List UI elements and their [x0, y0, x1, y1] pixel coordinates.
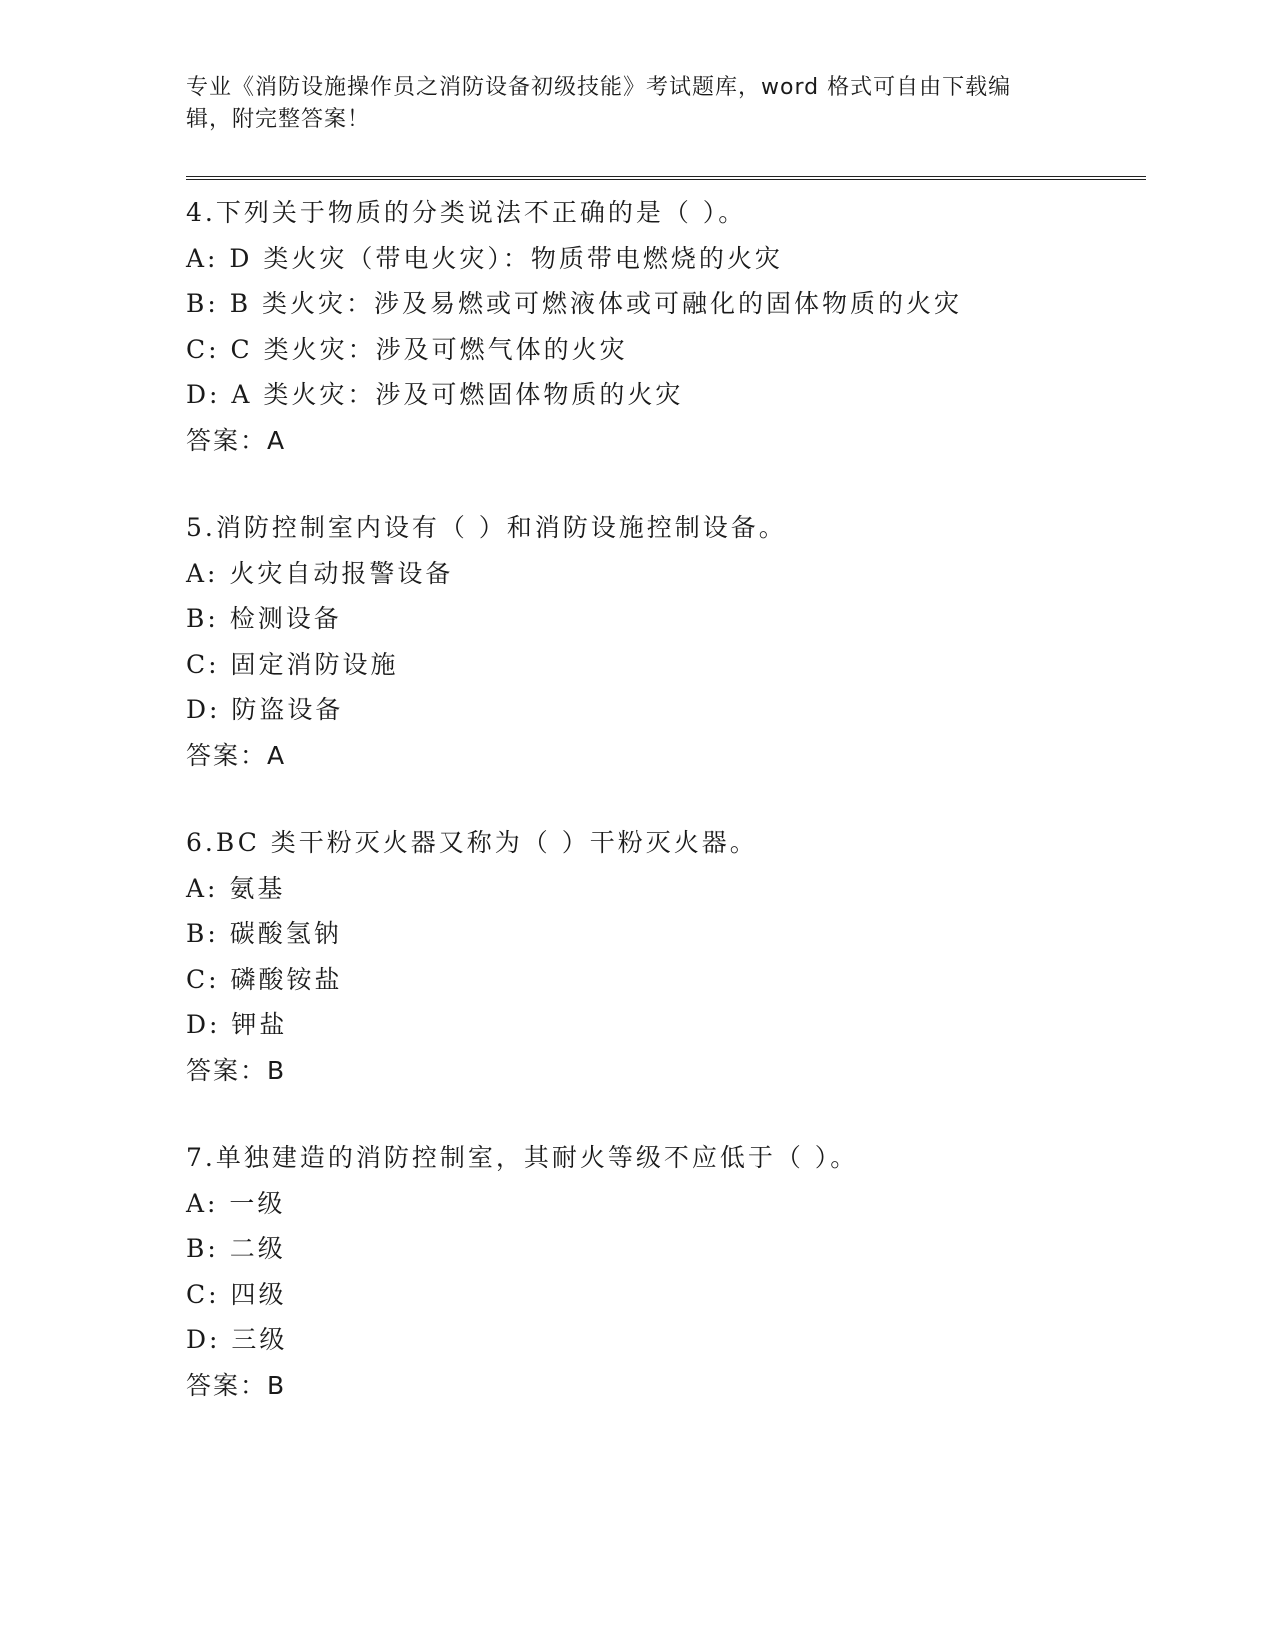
question-list: [186, 190, 1146, 1450]
answer-line: 答案：B: [186, 1370, 287, 1400]
option-d: D: 防盗设备: [186, 695, 344, 724]
option-d: D: 三级: [186, 1325, 288, 1354]
question-7: [186, 1135, 1146, 1408]
option-d: D: A 类火灾：涉及可燃固体物质的火灾: [186, 380, 684, 409]
option-b: B: B 类火灾：涉及易燃或可燃液体或可融化的固体物质的火灾: [186, 289, 963, 318]
option-c: C: 磷酸铵盐: [186, 964, 343, 994]
question-6: [186, 820, 1146, 1093]
option-c: C: 固定消防设施: [186, 649, 399, 679]
header-line-1: 专业《消防设施操作员之消防设备初级技能》考试题库，word 格式可自由下载编: [186, 75, 1012, 100]
option-d: D: 钾盐: [186, 1010, 288, 1039]
header-divider: [186, 176, 1146, 180]
question-4: [186, 190, 1146, 463]
answer-line: 答案：B: [186, 1055, 287, 1085]
question-stem: 6.BC 类干粉灭火器又称为（ ）干粉灭火器。: [186, 828, 758, 857]
option-c: C: 四级: [186, 1279, 287, 1309]
option-b: B: 碳酸氢钠: [186, 919, 342, 948]
question-stem: 5.消防控制室内设有（ ）和消防设施控制设备。: [186, 513, 787, 542]
question-5: [186, 505, 1146, 778]
document-header: [186, 72, 1086, 136]
option-b: B: 二级: [186, 1234, 286, 1263]
question-stem: 7.单独建造的消防控制室，其耐火等级不应低于（ ）。: [186, 1143, 859, 1172]
option-a: A: 氨基: [186, 873, 286, 903]
answer-line: 答案：A: [186, 740, 287, 770]
header-line-2: 辑，附完整答案！: [186, 107, 371, 132]
option-a: A: 火灾自动报警设备: [186, 558, 454, 588]
answer-line: 答案：A: [186, 425, 287, 455]
option-c: C: C 类火灾：涉及可燃气体的火灾: [186, 334, 628, 364]
option-b: B: 检测设备: [186, 604, 342, 633]
option-a: A: 一级: [186, 1188, 286, 1218]
question-stem: 4.下列关于物质的分类说法不正确的是（ ）。: [186, 198, 747, 227]
option-a: A: D 类火灾（带电火灾）：物质带电燃烧的火灾: [186, 243, 783, 273]
